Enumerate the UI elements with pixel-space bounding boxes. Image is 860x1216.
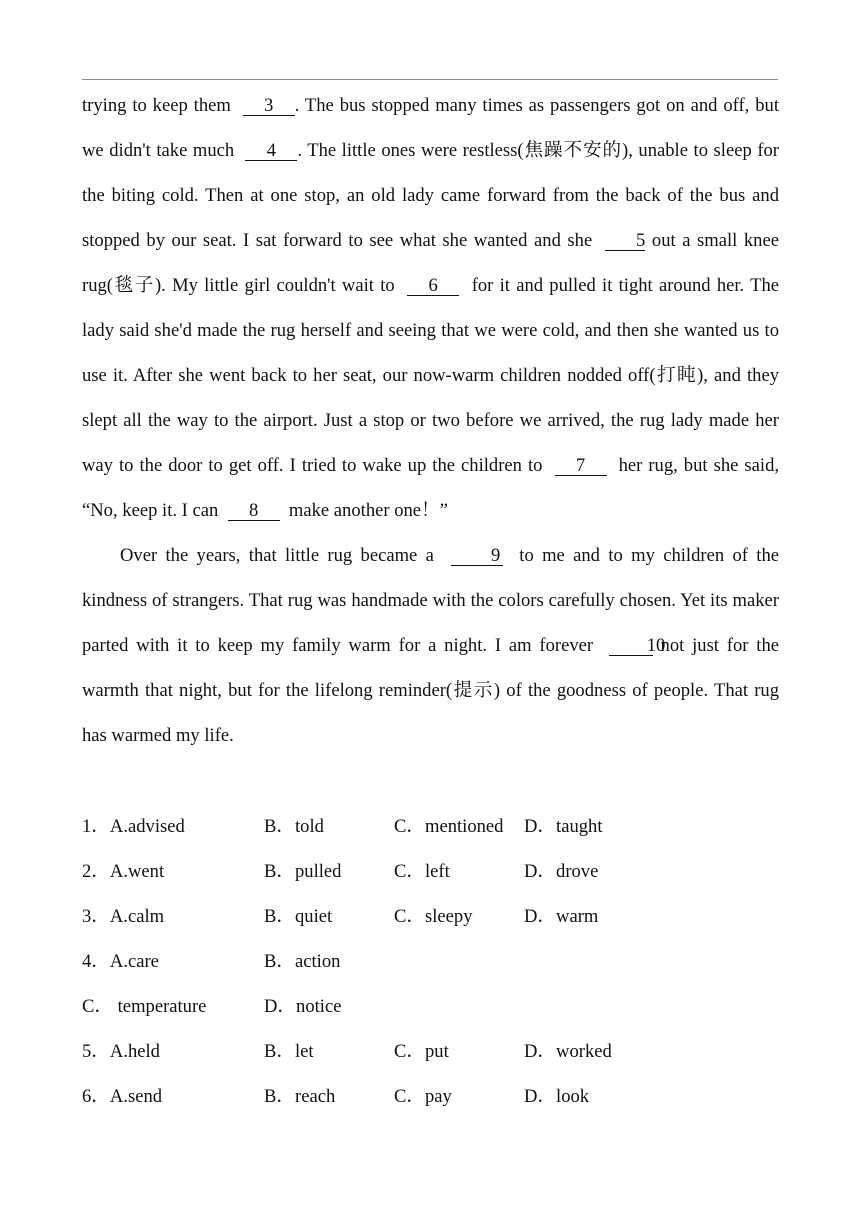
paragraph-1 [82, 83, 779, 533]
option: C．mentioned [394, 816, 504, 837]
option: C．left [394, 861, 450, 882]
option: 6．A.send [82, 1086, 163, 1107]
option: B．pulled [264, 861, 342, 882]
option: C． temperature [82, 996, 207, 1017]
option: B．told [264, 816, 324, 837]
option: B．reach [264, 1086, 336, 1107]
option: D．warm [524, 906, 599, 927]
blank-7: 7 [555, 457, 607, 476]
passage-text: trying to keep them [82, 95, 231, 116]
blank-4: 4 [245, 142, 297, 161]
passage-text: . The little ones were restless(焦躁不安的), unable to sleep for the biting cold. Then at one stop, an old lady came forward from the back of the bus and stopped by our seat. I sat forward to see what she wanted and she [82, 140, 780, 251]
option: C．sleepy [394, 906, 473, 927]
passage [82, 83, 779, 758]
blank-8: 8 [228, 502, 280, 521]
option: 2．A.went [82, 861, 165, 882]
option: C．pay [394, 1086, 452, 1107]
option: B．quiet [264, 906, 333, 927]
option: D．notice [264, 996, 342, 1017]
blank-9: 9 [451, 547, 503, 566]
blank-10: 10 [609, 637, 653, 656]
option: D．drove [524, 861, 599, 882]
blank-5: 5 [605, 232, 645, 251]
passage-text: her rug, but she said, “No, keep it. I can [82, 455, 780, 521]
blank-3: 3 [243, 97, 295, 116]
header-rule [82, 79, 778, 80]
option: B．let [264, 1041, 314, 1062]
option: D．look [524, 1086, 590, 1107]
option: D．worked [524, 1041, 612, 1062]
passage-text: . The bus stopped many times as passengers got on and off, but we didn't take much [82, 95, 779, 161]
passage-text: for it and pulled it tight around her. The lady said she'd made the rug herself and seeing that we were cold, and then she wanted us to use it. After she went back to her seat, our now-warm children nodded off(打盹), and they slept all the way to the airport. Just a stop or two before we arrived, the rug lady made her way to the door to get off. I tried to wake up the children to [82, 275, 780, 476]
passage-text: out a small knee rug(毯子). My little girl couldn't wait to [82, 230, 779, 296]
option: 4．A.care [82, 951, 159, 972]
blank-6: 6 [407, 277, 459, 296]
passage-text: make another one！” [288, 500, 448, 521]
passage-text: not just for the warmth that night, but for the lifelong reminder(提示) of the goodness of people. That rug has warmed my life. [82, 635, 780, 746]
option: B．action [264, 951, 341, 972]
passage-text: Over the years, that little rug became a [120, 545, 434, 566]
option: C．put [394, 1041, 449, 1062]
option: 3．A.calm [82, 906, 165, 927]
paragraph-2 [82, 533, 779, 758]
option: D．taught [524, 816, 603, 837]
passage-text: to me and to my children of the kindness of strangers. That rug was handmade with the colors carefully chosen. Yet its maker parted with it to keep my family warm for a night. I am forever [82, 545, 780, 656]
option: 5．A.held [82, 1041, 160, 1062]
option: 1．A.advised [82, 816, 185, 837]
